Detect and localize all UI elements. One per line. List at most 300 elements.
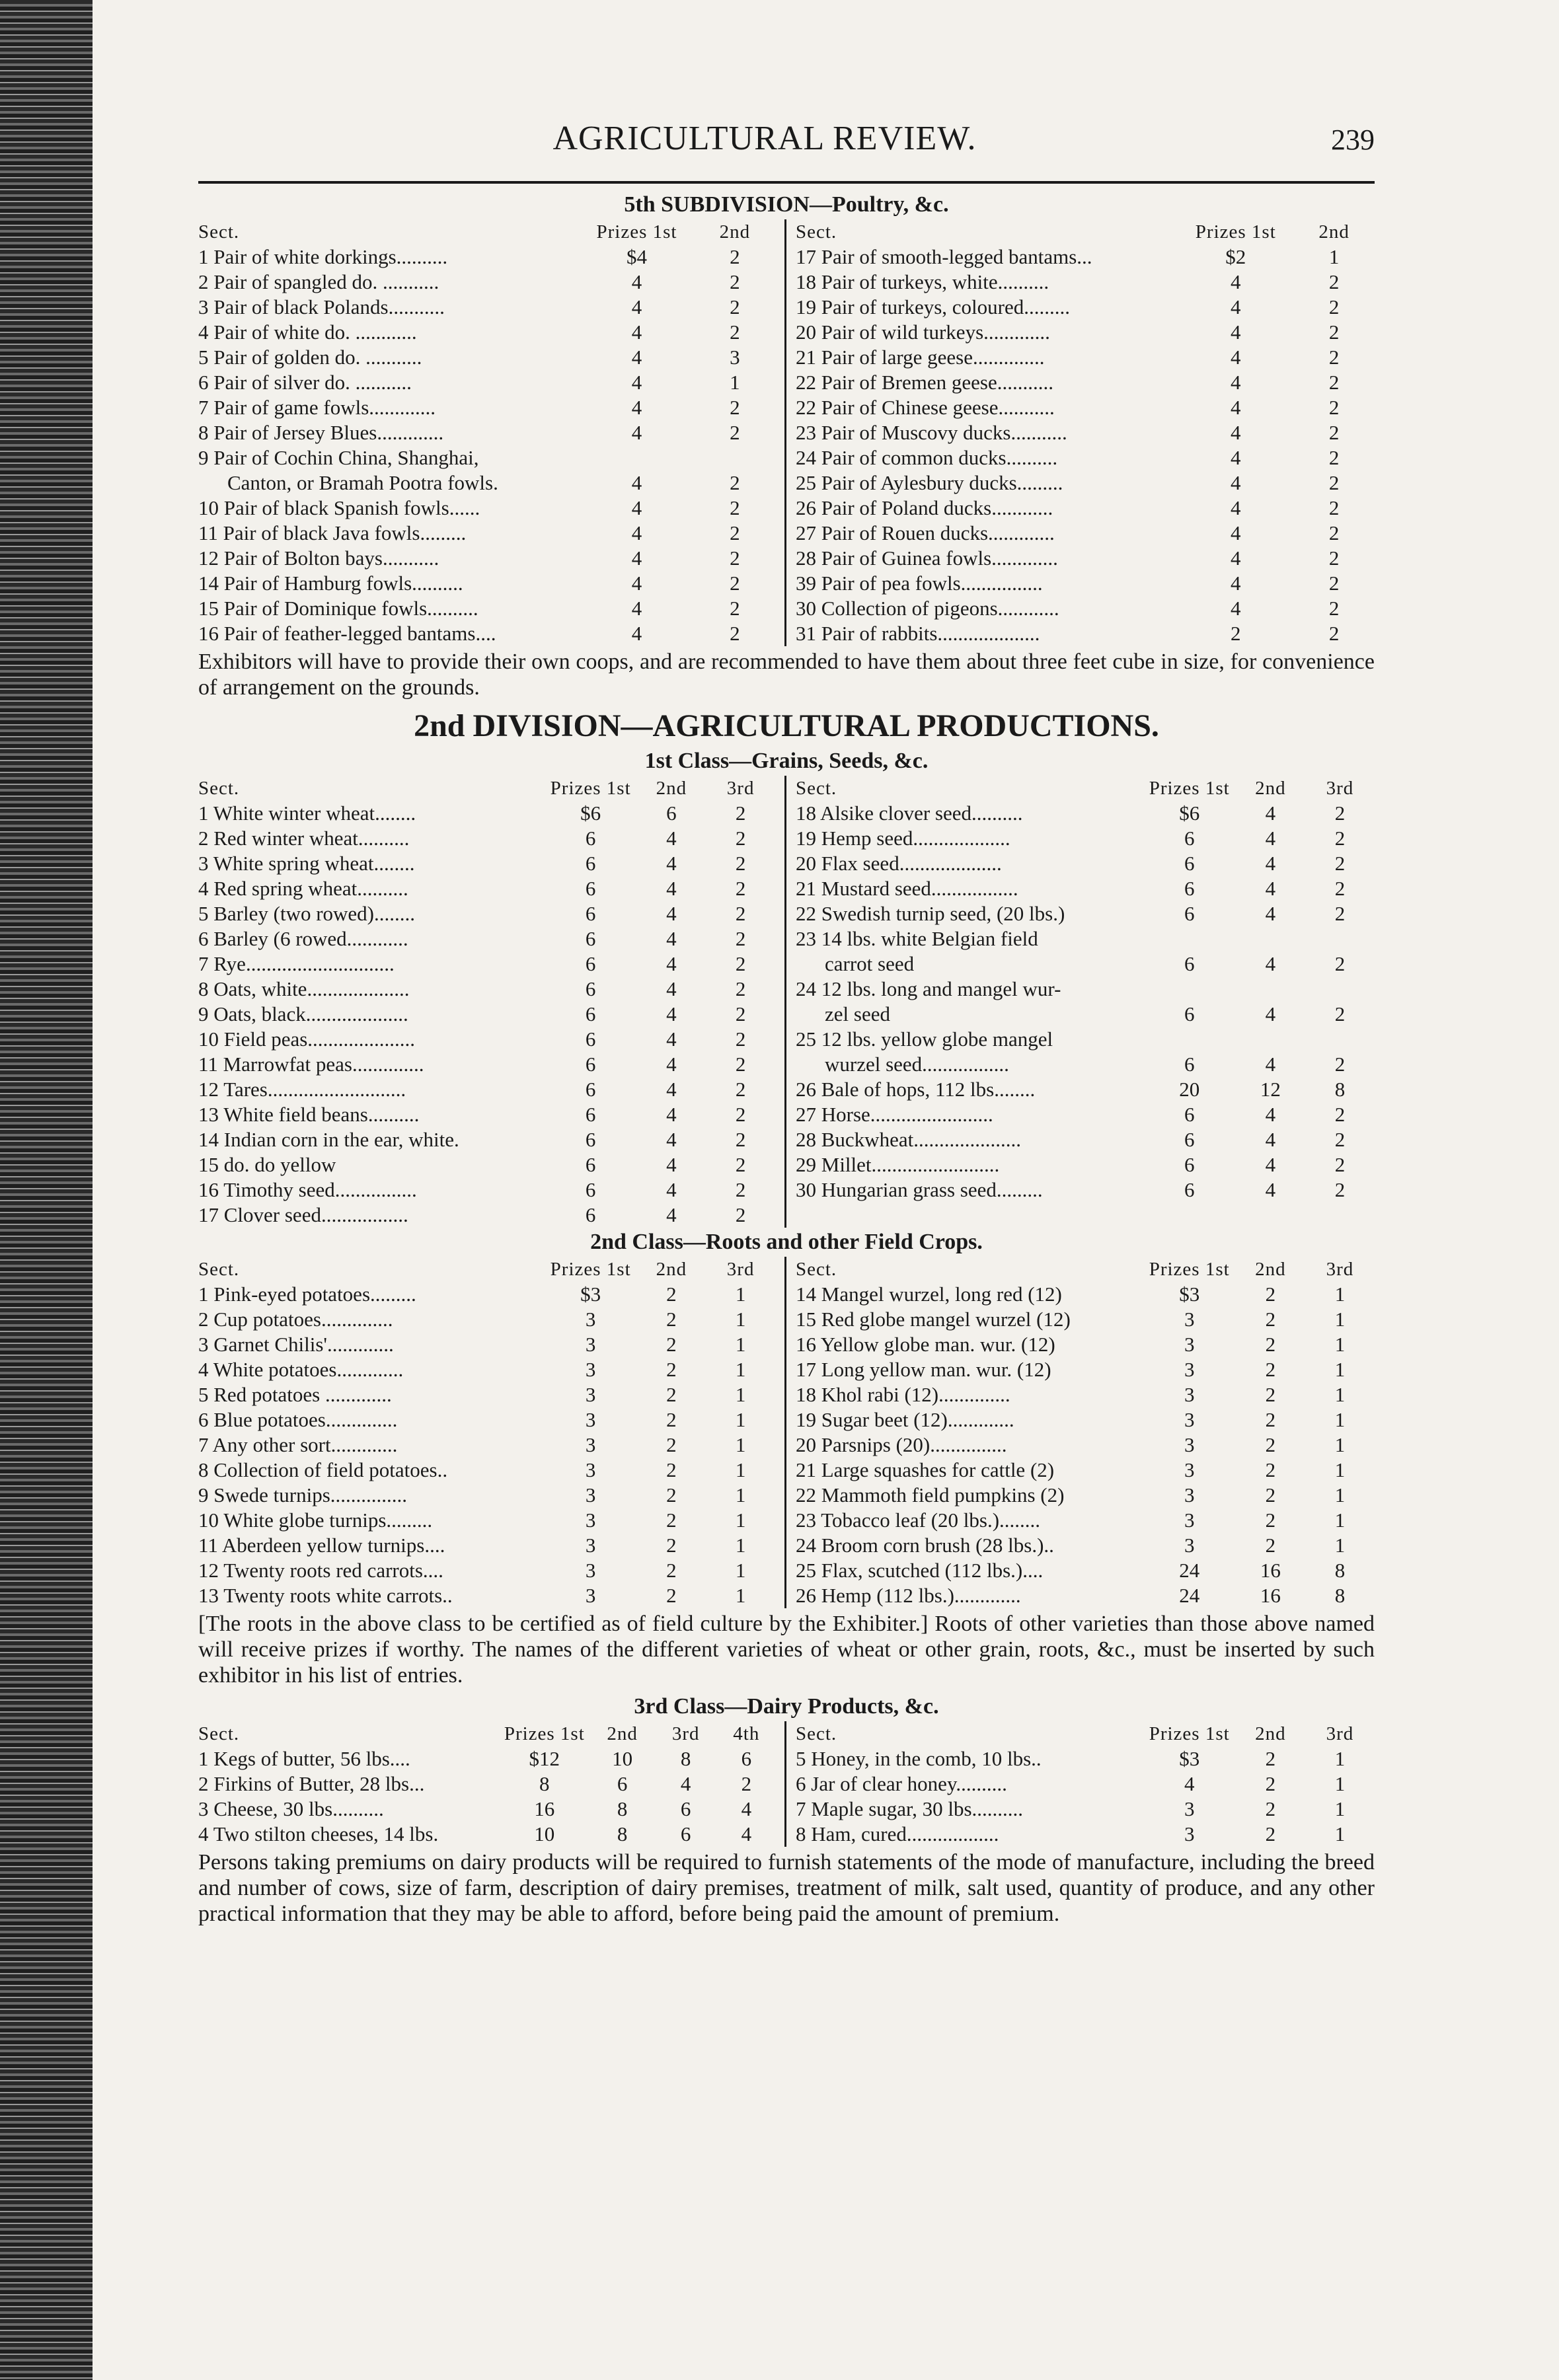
entry-label: 29 Millet.........................: [796, 1153, 1000, 1176]
grains-left-column: [198, 776, 786, 1228]
prize-value: 2: [1265, 1333, 1276, 1356]
prize-value: 3: [585, 1408, 596, 1431]
prize-value: 4: [741, 1797, 752, 1820]
entry-label: 19 Sugar beet (12).............: [796, 1408, 1014, 1431]
prize-value: [579, 445, 695, 470]
prize-value: 6: [1184, 902, 1195, 925]
table-row: [198, 1746, 775, 1771]
table-row: [198, 1432, 775, 1458]
grains-table: [198, 776, 1375, 1228]
prize-value: 1: [735, 1333, 746, 1356]
prize-value: 8: [1334, 1078, 1346, 1101]
prize-value: 2: [1328, 295, 1340, 318]
entry-label: 17 Pair of smooth-legged bantams...: [796, 245, 1092, 268]
prize-value: 2: [730, 295, 740, 318]
prize-value: 1: [735, 1508, 746, 1532]
prize-value: 4: [1231, 295, 1241, 318]
prize-value: 16: [1260, 1584, 1281, 1607]
table-row: [796, 1508, 1375, 1533]
prize-value: [1236, 1027, 1305, 1052]
entry-label: 19 Pair of turkeys, coloured.........: [796, 295, 1070, 318]
poultry-left-table: [198, 219, 775, 646]
prize-value: 3: [585, 1508, 596, 1532]
prize-value: 2: [730, 421, 740, 444]
table-row: [796, 1052, 1375, 1077]
prize-value: 4: [631, 546, 642, 570]
prize-value: $3: [1179, 1747, 1200, 1770]
table-row: [796, 1558, 1375, 1583]
grains-left-table: [198, 776, 775, 1228]
entry-label: 5 Honey, in the comb, 10 lbs..: [796, 1747, 1042, 1770]
table-row: [796, 1771, 1375, 1797]
table-header-row: [198, 219, 775, 244]
entry-label: 21 Large squashes for cattle (2): [796, 1458, 1055, 1481]
prize-value: 1: [735, 1383, 746, 1406]
entry-label: 5 Red potatoes .............: [198, 1383, 392, 1406]
prize-value: 20: [1179, 1078, 1200, 1101]
entry-label: 8 Collection of field potatoes..: [198, 1458, 448, 1481]
entry-label: 7 Maple sugar, 30 lbs..........: [796, 1797, 1024, 1820]
table-row: [796, 1127, 1375, 1152]
prize-value: 8: [617, 1822, 628, 1845]
entry-label: 15 Pair of Dominique fowls..........: [198, 597, 478, 620]
entry-label: 16 Timothy seed................: [198, 1178, 417, 1201]
prize-value: 2: [1334, 877, 1346, 900]
table-row: [796, 851, 1375, 876]
prize-value: 1: [735, 1458, 746, 1481]
prize-value: 3: [585, 1559, 596, 1582]
entry-label: 2 Firkins of Butter, 28 lbs...: [198, 1772, 425, 1795]
entry-label: 2 Cup potatoes..............: [198, 1308, 393, 1331]
poultry-heading: 5th SUBDIVISION—Poultry, &c.: [624, 192, 949, 217]
entry-label: 10 Pair of black Spanish fowls......: [198, 496, 480, 519]
prize-value: 2: [1334, 1053, 1346, 1076]
prize-value: 1: [1334, 1383, 1346, 1406]
entry-label: 22 Pair of Bremen geese...........: [796, 371, 1053, 394]
prize-value: 4: [1265, 877, 1276, 900]
column-header: 2nd: [1255, 778, 1286, 799]
prize-value: 2: [666, 1433, 677, 1456]
prize-value: 2: [1334, 902, 1346, 925]
poultry-table: [198, 219, 1375, 646]
prize-value: [1143, 926, 1236, 951]
prize-value: 6: [585, 1078, 596, 1101]
column-header: 3rd: [1326, 1723, 1354, 1744]
entry-label: 39 Pair of pea fowls................: [796, 572, 1043, 595]
table-row: [198, 1077, 775, 1102]
table-row: [796, 1822, 1375, 1847]
table-row: [796, 1077, 1375, 1102]
entry-label: 14 Indian corn in the ear, white.: [198, 1128, 459, 1151]
prize-value: 4: [1265, 1153, 1276, 1176]
prize-value: 3: [585, 1308, 596, 1331]
prize-value: 6: [680, 1822, 691, 1845]
prize-value: 6: [585, 827, 596, 850]
prize-value: 4: [680, 1772, 691, 1795]
entry-label: 22 Mammoth field pumpkins (2): [796, 1483, 1065, 1506]
prize-value: 6: [617, 1772, 628, 1795]
table-header-row: [198, 1721, 775, 1746]
prize-value: 6: [1184, 827, 1195, 850]
prize-value: 1: [1334, 1508, 1346, 1532]
table-row: [198, 445, 775, 470]
prize-value: 6: [1184, 1103, 1195, 1126]
page: [198, 119, 1375, 1931]
table-row: [198, 876, 775, 901]
prize-value: 2: [666, 1408, 677, 1431]
prize-value: 2: [735, 927, 746, 950]
prize-value: 3: [1184, 1508, 1195, 1532]
entry-label: 18 Khol rabi (12)..............: [796, 1383, 1010, 1406]
column-header: Sect.: [198, 778, 240, 799]
roots-table: [198, 1257, 1375, 1608]
prize-value: 2: [1328, 496, 1340, 519]
prize-value: 1: [1334, 1772, 1346, 1795]
table-row: [796, 496, 1375, 521]
prize-value: 4: [1265, 1178, 1276, 1201]
entry-label: 4 Red spring wheat..........: [198, 877, 408, 900]
prize-value: 2: [730, 471, 740, 494]
prize-value: 24: [1179, 1584, 1200, 1607]
entry-label: 18 Alsike clover seed..........: [796, 801, 1023, 825]
entry-label: 20 Parsnips (20)...............: [796, 1433, 1007, 1456]
table-row: [198, 596, 775, 621]
entry-label: 26 Pair of Poland ducks............: [796, 496, 1053, 519]
prize-value: 1: [735, 1283, 746, 1306]
prize-value: 4: [666, 1002, 677, 1025]
prize-value: 1: [1334, 1358, 1346, 1381]
prize-value: 6: [585, 902, 596, 925]
prize-value: 2: [1328, 546, 1340, 570]
column-header: Sect.: [198, 1723, 240, 1744]
entry-label: 24 Pair of common ducks..........: [796, 446, 1058, 469]
table-row: [198, 521, 775, 546]
prize-value: 6: [585, 1178, 596, 1201]
prize-value: 4: [631, 371, 642, 394]
entry-label: 8 Pair of Jersey Blues.............: [198, 421, 444, 444]
prize-value: 4: [631, 421, 642, 444]
prize-value: 4: [631, 521, 642, 544]
table-header-row: [796, 776, 1375, 801]
prize-value: 8: [539, 1772, 550, 1795]
prize-value: 6: [1184, 1128, 1195, 1151]
prize-value: 3: [585, 1358, 596, 1381]
prize-value: 2: [730, 396, 740, 419]
prize-value: 1: [1334, 1797, 1346, 1820]
table-row: [198, 1052, 775, 1077]
prize-value: 2: [730, 245, 740, 268]
dairy-left-table: [198, 1721, 775, 1847]
prize-value: 2: [735, 1103, 746, 1126]
prize-value: 1: [1334, 1458, 1346, 1481]
table-row: [198, 1822, 775, 1847]
table-row: [198, 1458, 775, 1483]
entry-label: 1 Kegs of butter, 56 lbs....: [198, 1747, 410, 1770]
prize-value: 4: [1231, 521, 1241, 544]
prize-value: 4: [1231, 471, 1241, 494]
poultry-left-column: [198, 219, 786, 646]
prize-value: 4: [1265, 1103, 1276, 1126]
prize-value: 4: [1231, 346, 1241, 369]
table-row: [796, 1407, 1375, 1432]
prize-value: [695, 445, 775, 470]
prize-value: 3: [1184, 1333, 1195, 1356]
entry-label: 13 White field beans..........: [198, 1103, 420, 1126]
column-header: 4th: [733, 1723, 760, 1744]
prize-value: 6: [1184, 1178, 1195, 1201]
dairy-heading: 3rd Class—Dairy Products, &c.: [634, 1694, 939, 1719]
column-header: Prizes 1st: [1149, 1259, 1230, 1280]
entry-label: 5 Pair of golden do. ...........: [198, 346, 422, 369]
table-row: [796, 571, 1375, 596]
table-row: [796, 295, 1375, 320]
table-row: [796, 345, 1375, 370]
page-header: [198, 119, 1375, 178]
table-header-row: [796, 1721, 1375, 1746]
prize-value: 2: [1265, 1797, 1276, 1820]
entry-label: 28 Pair of Guinea fowls.............: [796, 546, 1058, 570]
entry-label: 24 12 lbs. long and mangel wur-: [796, 977, 1061, 1000]
prize-value: 2: [1334, 827, 1346, 850]
prize-value: 8: [1334, 1559, 1346, 1582]
roots-right-table: [796, 1257, 1375, 1608]
prize-value: 2: [1328, 597, 1340, 620]
table-row: [198, 851, 775, 876]
prize-value: 1: [735, 1433, 746, 1456]
prize-value: 2: [730, 496, 740, 519]
grains-heading: 1st Class—Grains, Seeds, &c.: [644, 749, 929, 773]
entry-label: 22 Swedish turnip seed, (20 lbs.): [796, 902, 1065, 925]
prize-value: 2: [730, 270, 740, 293]
prize-value: 2: [1265, 1458, 1276, 1481]
entry-label: 3 Cheese, 30 lbs..........: [198, 1797, 384, 1820]
entry-label: 26 Bale of hops, 112 lbs........: [796, 1078, 1036, 1101]
prize-value: [1305, 1027, 1375, 1052]
prize-value: 3: [585, 1458, 596, 1481]
grains-right-column: [786, 776, 1375, 1228]
entry-label: 27 Pair of Rouen ducks.............: [796, 521, 1055, 544]
prize-value: 1: [1334, 1483, 1346, 1506]
prize-value: 2: [735, 1128, 746, 1151]
column-header: 2nd: [1255, 1723, 1286, 1744]
roots-left-table: [198, 1257, 775, 1608]
prize-value: 4: [1265, 1128, 1276, 1151]
table-row: [198, 1002, 775, 1027]
prize-value: 10: [612, 1747, 633, 1770]
prize-value: 4: [1231, 496, 1241, 519]
table-row: [796, 1382, 1375, 1407]
prize-value: [1143, 1027, 1236, 1052]
prize-value: 6: [585, 877, 596, 900]
poultry-right-table: [796, 219, 1375, 646]
prize-value: 1: [1334, 1747, 1346, 1770]
prize-value: 2: [1334, 1153, 1346, 1176]
prize-value: 4: [1265, 1002, 1276, 1025]
entry-label: 12 Twenty roots red carrots....: [198, 1559, 443, 1582]
page-number: 239: [1331, 124, 1375, 156]
prize-value: 2: [666, 1534, 677, 1557]
prize-value: 4: [1231, 446, 1241, 469]
column-header: Prizes 1st: [1195, 221, 1276, 242]
table-row: [198, 1407, 775, 1432]
prize-value: 2: [1328, 572, 1340, 595]
entry-label: 6 Jar of clear honey..........: [796, 1772, 1007, 1795]
prize-value: 4: [666, 902, 677, 925]
prize-value: 2: [1328, 396, 1340, 419]
table-row: [796, 244, 1375, 270]
table-row: [796, 521, 1375, 546]
column-header: 2nd: [719, 221, 751, 242]
table-row: [198, 1771, 775, 1797]
table-row: [198, 621, 775, 646]
entry-label: 7 Any other sort.............: [198, 1433, 398, 1456]
table-row: [796, 470, 1375, 496]
prize-value: 4: [1231, 572, 1241, 595]
entry-label: 9 Pair of Cochin China, Shanghai,: [198, 446, 479, 469]
table-row: [198, 496, 775, 521]
column-header: 3rd: [726, 778, 755, 799]
table-row: [796, 320, 1375, 345]
prize-value: 8: [617, 1797, 628, 1820]
entry-label: 1 Pair of white dorkings..........: [198, 245, 448, 268]
entry-label: 14 Pair of Hamburg fowls..........: [198, 572, 463, 595]
prize-value: 4: [666, 1178, 677, 1201]
prize-value: 3: [585, 1483, 596, 1506]
prize-value: 1: [735, 1483, 746, 1506]
prize-value: 6: [1184, 877, 1195, 900]
prize-value: 2: [1328, 421, 1340, 444]
entry-label: 1 Pink-eyed potatoes.........: [198, 1283, 416, 1306]
prize-value: 6: [585, 1128, 596, 1151]
entry-label: 24 Broom corn brush (28 lbs.)..: [796, 1534, 1054, 1557]
prize-value: 2: [1265, 1433, 1276, 1456]
prize-value: 4: [666, 1203, 677, 1226]
prize-value: 4: [631, 597, 642, 620]
entry-label: 10 Field peas.....................: [198, 1027, 416, 1051]
entry-label: 4 Two stilton cheeses, 14 lbs.: [198, 1822, 439, 1845]
prize-value: 24: [1179, 1559, 1200, 1582]
prize-value: 4: [666, 852, 677, 875]
table-header-row: [198, 1257, 775, 1282]
table-row: [198, 1203, 775, 1228]
column-header: 2nd: [656, 1259, 687, 1280]
table-row: [796, 1002, 1375, 1027]
prize-value: 2: [735, 1178, 746, 1201]
prize-value: 2: [1334, 852, 1346, 875]
roots-right-column: [786, 1257, 1375, 1608]
table-row: [198, 826, 775, 851]
prize-value: 4: [1265, 827, 1276, 850]
prize-value: 4: [666, 952, 677, 975]
column-header: Prizes 1st: [550, 778, 631, 799]
prize-value: 2: [730, 546, 740, 570]
prize-value: 4: [631, 471, 642, 494]
entry-label: 15 do. do yellow: [198, 1153, 336, 1176]
entry-label: 31 Pair of rabbits....................: [796, 622, 1040, 645]
prize-value: 2: [730, 320, 740, 344]
prize-value: 4: [1231, 320, 1241, 344]
prize-value: 1: [1334, 1822, 1346, 1845]
table-row: [796, 801, 1375, 826]
entry-label: 3 Garnet Chilis'.............: [198, 1333, 394, 1356]
prize-value: 6: [585, 977, 596, 1000]
column-header: Prizes 1st: [504, 1723, 585, 1744]
table-row: [198, 1357, 775, 1382]
entry-label: 8 Ham, cured..................: [796, 1822, 999, 1845]
column-header: 2nd: [656, 778, 687, 799]
entry-label: wurzel seed.................: [825, 1053, 1009, 1076]
entry-label: 23 Tobacco leaf (20 lbs.)........: [796, 1508, 1041, 1532]
table-row: [796, 1797, 1375, 1822]
prize-value: 4: [666, 1103, 677, 1126]
prize-value: 4: [1265, 852, 1276, 875]
prize-value: 3: [1184, 1383, 1195, 1406]
entry-label: carrot seed: [825, 952, 915, 975]
prize-value: 16: [534, 1797, 555, 1820]
prize-value: 2: [666, 1333, 677, 1356]
entry-label: 28 Buckwheat.....................: [796, 1128, 1021, 1151]
entry-label: 15 Red globe mangel wurzel (12): [796, 1308, 1071, 1331]
table-row: [198, 1533, 775, 1558]
prize-value: 4: [666, 827, 677, 850]
prize-value: 2: [735, 1002, 746, 1025]
prize-value: 10: [534, 1822, 555, 1845]
table-row: [198, 977, 775, 1002]
prize-value: $2: [1225, 245, 1246, 268]
table-row: [198, 1177, 775, 1203]
entry-label: 30 Collection of pigeons............: [796, 597, 1059, 620]
prize-value: 2: [1334, 1178, 1346, 1201]
table-row: [796, 977, 1375, 1002]
entry-label: 3 Pair of black Polands...........: [198, 295, 445, 318]
prize-value: 2: [1334, 1103, 1346, 1126]
prize-value: 2: [735, 827, 746, 850]
prize-value: 4: [1231, 270, 1241, 293]
table-row: [198, 1382, 775, 1407]
prize-value: $3: [580, 1283, 601, 1306]
roots-note: [The roots in the above class to be certified as of field culture by the Exhibiter.] Roots of other varieties than those above named will receive prizes if worthy. The names of the different varieties of wheat or other grain, roots, &c., must be inserted by such exhibitor in his list of entries.: [198, 1612, 1375, 1688]
prize-value: 2: [1328, 270, 1340, 293]
table-row: [198, 801, 775, 826]
table-row: [796, 1282, 1375, 1307]
entry-label: 12 Tares...........................: [198, 1078, 406, 1101]
prize-value: 1: [1334, 1333, 1346, 1356]
entry-label: 5 Barley (two rowed)........: [198, 902, 415, 925]
prize-value: 2: [1328, 446, 1340, 469]
prize-value: 2: [735, 1153, 746, 1176]
prize-value: $12: [529, 1747, 560, 1770]
table-row: [198, 951, 775, 977]
table-row: [198, 1483, 775, 1508]
prize-value: 2: [1265, 1822, 1276, 1845]
prize-value: 2: [730, 572, 740, 595]
prize-value: 3: [1184, 1822, 1195, 1845]
prize-value: 6: [585, 952, 596, 975]
grains-right-table: [796, 776, 1375, 1203]
table-row: [796, 1027, 1375, 1052]
prize-value: 4: [1265, 902, 1276, 925]
table-row: [796, 1332, 1375, 1357]
entry-label: 13 Twenty roots white carrots..: [198, 1584, 453, 1607]
dairy-table: [198, 1721, 1375, 1847]
prize-value: 3: [1184, 1408, 1195, 1431]
table-row: [796, 1483, 1375, 1508]
prize-value: 2: [666, 1358, 677, 1381]
prize-value: 1: [1334, 1283, 1346, 1306]
column-header: Sect.: [796, 778, 837, 799]
prize-value: [1305, 977, 1375, 1002]
table-header-row: [198, 776, 775, 801]
